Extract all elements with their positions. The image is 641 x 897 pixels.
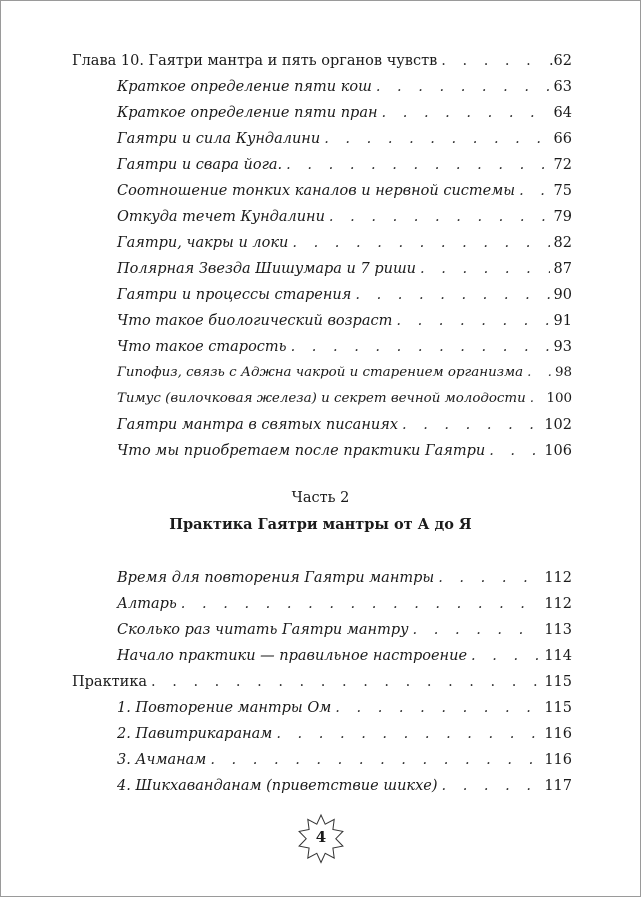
toc-title: Сколько раз читать Гаятри мантру (117, 622, 409, 638)
toc-page: 106 (544, 443, 572, 459)
toc-leader (376, 78, 550, 96)
toc-title: Тимус (вилочковая железа) и секрет вечной молодости (117, 391, 526, 406)
toc-leader (471, 647, 540, 665)
toc-page: 113 (544, 622, 572, 638)
toc-leader (441, 777, 540, 795)
toc-title: Гаятри и процессы старения (117, 287, 352, 303)
toc-title: Краткое определение пяти кош (117, 79, 372, 95)
toc-title: Что такое старость (117, 339, 287, 355)
toc-leader (291, 338, 550, 356)
toc-leader (292, 234, 549, 252)
toc-item[interactable] (117, 312, 572, 330)
toc-page: 64 (553, 105, 572, 121)
toc-leader (382, 104, 550, 122)
toc-leader (396, 312, 549, 330)
toc-page: 117 (544, 778, 572, 794)
toc-leader (181, 595, 541, 613)
part-title: Практика Гаятри мантры от А до Я (169, 516, 472, 533)
toc-page: 102 (544, 417, 572, 433)
toc-leader (413, 621, 541, 639)
toc-page: 116 (544, 752, 572, 768)
toc-item[interactable] (117, 260, 572, 278)
toc-title: Что мы приобретаем после практики Гаятри (117, 443, 486, 459)
toc-page: 112 (544, 596, 572, 612)
toc-page: 114 (544, 648, 572, 664)
toc-title: 4. Шикхаванданам (приветствие шикхе) (117, 778, 438, 794)
toc-page: 98 (554, 365, 572, 380)
toc-title: Начало практики — правильное настроение (117, 648, 468, 664)
toc-title: Что такое биологический возраст (117, 313, 393, 329)
toc-title: Краткое определение пяти пран (117, 105, 378, 121)
toc-leader (527, 364, 551, 382)
toc-page: 93 (553, 339, 572, 355)
toc-leader (335, 699, 540, 717)
page-number: 4 (315, 828, 327, 846)
toc-item[interactable] (117, 699, 572, 717)
toc-leader (402, 416, 540, 434)
toc-item[interactable] (117, 130, 572, 148)
toc-item[interactable] (117, 725, 572, 743)
toc-item[interactable] (117, 364, 572, 382)
toc-page: .62 (548, 53, 572, 69)
toc-item[interactable] (117, 777, 572, 795)
toc-item[interactable] (117, 104, 572, 122)
toc-item[interactable] (117, 621, 572, 639)
toc-leader (355, 286, 549, 304)
toc-page: 91 (553, 313, 572, 329)
toc-leader (438, 569, 540, 587)
toc-leader (286, 156, 549, 174)
toc-title: Гаятри, чакры и локи (117, 235, 289, 251)
toc-item[interactable] (117, 208, 572, 226)
toc-practice[interactable] (72, 673, 572, 691)
toc-item[interactable] (117, 78, 572, 96)
toc-item[interactable] (117, 595, 572, 613)
toc-leader (276, 725, 540, 743)
toc-title: Глава 10. Гаятри мантра и пять органов чувств (72, 53, 438, 69)
toc-page: 82 (553, 235, 572, 251)
toc-page: 90 (553, 287, 572, 303)
toc-chapter-10[interactable] (72, 52, 572, 70)
toc-leader (441, 52, 545, 70)
toc-page: 75 (553, 183, 572, 199)
toc-item[interactable] (117, 182, 572, 200)
toc-page: 72 (553, 157, 572, 173)
toc-page: 112 (544, 570, 572, 586)
toc-page: 87 (553, 261, 572, 277)
toc-item[interactable] (117, 647, 572, 665)
toc-leader (324, 130, 549, 148)
toc-leader (519, 182, 549, 200)
toc-title: Гипофиз, связь с Аджна чакрой и старением организма (117, 365, 524, 380)
toc-item[interactable] (117, 569, 572, 587)
toc-page: 115 (544, 700, 572, 716)
toc-title: 3. Ачманам (117, 752, 207, 768)
toc-title: Гаятри и свара йога. (117, 157, 283, 173)
toc-item[interactable] (117, 156, 572, 174)
toc-title: Гаятри мантра в святых писаниях (117, 417, 398, 433)
toc-item[interactable] (117, 286, 572, 304)
toc-title: Соотношение тонких каналов и нервной системы (117, 183, 516, 199)
part-label: Часть 2 (291, 490, 350, 506)
toc-item[interactable] (117, 338, 572, 356)
toc-title: Время для повторения Гаятри мантры (117, 570, 435, 586)
toc-leader (489, 442, 540, 460)
toc-item[interactable] (117, 751, 572, 769)
toc-page: 115 (544, 674, 572, 690)
toc-title: Алтарь (117, 596, 177, 612)
toc-page: 66 (553, 131, 572, 147)
toc-item[interactable] (117, 416, 572, 434)
toc-page: 100 (546, 391, 572, 406)
toc-leader (420, 260, 550, 278)
toc-item[interactable] (117, 234, 572, 252)
toc-page: 116 (544, 726, 572, 742)
toc-page: 79 (553, 209, 572, 225)
toc-leader (210, 751, 540, 769)
toc-leader (151, 673, 540, 691)
toc-title: Полярная Звезда Шишумара и 7 риши (117, 261, 417, 277)
toc-title: Гаятри и сила Кундалини (117, 131, 321, 147)
toc-leader (329, 208, 550, 226)
toc-title: Практика (72, 674, 148, 690)
toc-title: 2. Павитрикаранам (117, 726, 273, 742)
toc-title: Откуда течет Кундалини (117, 209, 325, 225)
toc-item[interactable] (117, 442, 572, 460)
toc-page: 63 (553, 79, 572, 95)
toc-item[interactable] (117, 390, 572, 408)
toc-leader (530, 390, 543, 408)
toc-title: 1. Повторение мантры Ом (117, 700, 332, 716)
